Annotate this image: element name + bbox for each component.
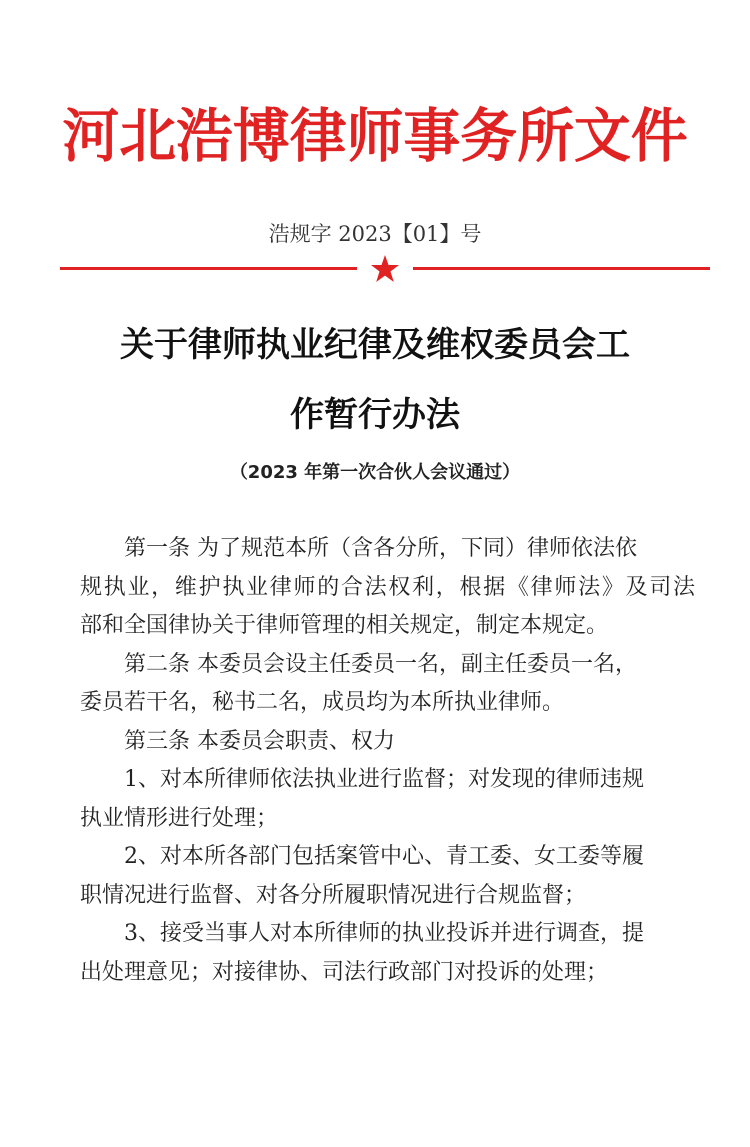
body-line: 3、接受当事人对本所律师的执业投诉并进行调查，提 <box>124 921 644 946</box>
body-line: 第二条 本委员会设主任委员一名，副主任委员一名， <box>124 651 637 677</box>
divider-rule-left <box>60 267 357 270</box>
body-line: 出处理意见；对接律协、司法行政部门对投诉的处理； <box>80 959 609 985</box>
masthead-title: 河北浩博律师事务所文件 <box>62 102 688 170</box>
body-line: 执业情形进行处理； <box>80 805 279 831</box>
body-line: 第三条 本委员会职责、权力 <box>124 728 395 754</box>
body-line: 第一条 为了规范本所（含各分所，下同）律师依法依 <box>124 536 637 561</box>
body-line: 部和全国律协关于律师管理的相关规定，制定本规定。 <box>80 613 609 638</box>
body-line: 委员若干名，秘书二名，成员均为本所执业律师。 <box>80 690 565 715</box>
divider-rule-right <box>413 267 710 270</box>
document-number: 浩规字 2023【01】号 <box>268 222 482 246</box>
body-line: 1、对本所律师依法执业进行监督；对发现的律师违规 <box>124 767 644 792</box>
title-line-1: 关于律师执业纪律及维权委员会工 <box>120 325 630 365</box>
document-body <box>80 530 695 992</box>
red-divider <box>60 254 710 284</box>
adoption-note: （2023 年第一次合伙人会议通过） <box>229 462 521 483</box>
body-line: 职情况进行监督、对各分所履职情况进行合规监督； <box>80 882 587 908</box>
title-line-2: 作暂行办法 <box>290 395 460 435</box>
body-line: 规执业，维护执业律师的合法权利，根据《律师法》及司法 <box>80 574 695 600</box>
document-title <box>80 310 670 450</box>
body-line: 2、对本所各部门包括案管中心、青工委、女工委等履 <box>124 844 644 869</box>
star-icon <box>370 254 400 284</box>
